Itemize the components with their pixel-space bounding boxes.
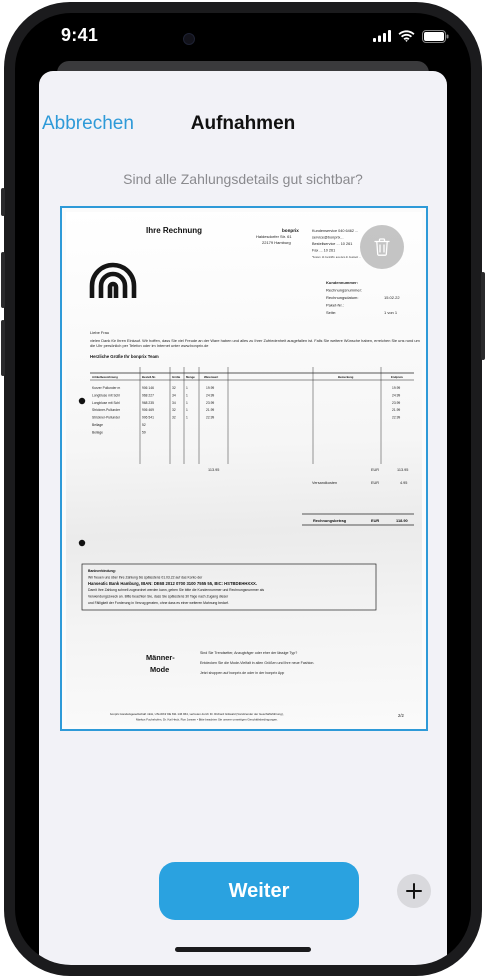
table-cell: 906 146 — [142, 386, 154, 390]
table-cell: 968 227 — [142, 393, 154, 398]
table-cell: 59 — [142, 430, 146, 435]
table-cell: 22.99 — [206, 415, 215, 420]
bank-line: Damit Ihre Zahlung schnell zugeordnet werden kann, geben Sie bitte die Kundennummer und Rechnungsnummer als — [88, 588, 265, 593]
status-bar — [15, 13, 471, 65]
table-cell: 32 — [172, 415, 176, 420]
mute-switch — [1, 188, 5, 216]
table-cell: Kurzer Pullunder m — [92, 386, 121, 390]
invoice-title: Ihre Rechnung — [146, 226, 203, 235]
service-line: service@bonprix... — [312, 235, 344, 240]
phone-frame — [4, 2, 482, 976]
promo-line: Entdecken Sie die Mode-Vielfalt in allen Größen und Ihre neue Fashion. — [200, 661, 315, 665]
table-cell: 23.99 — [206, 400, 215, 405]
info-label: Paket-Nr.: — [326, 302, 344, 308]
table-cell: 968 235 — [142, 400, 154, 405]
sender-name: bonprix — [282, 228, 299, 233]
nav-bar — [39, 107, 447, 141]
screen — [15, 13, 471, 965]
total-value: 113.95 — [397, 468, 409, 472]
scanned-document-frame[interactable] — [60, 206, 428, 731]
currency-1: EUR — [371, 468, 380, 472]
table-cell: 1 — [186, 415, 188, 420]
table-cell: 34 — [172, 400, 176, 405]
table-cell: Longbluse mit Schl — [92, 400, 120, 405]
trash-icon — [374, 238, 390, 256]
promo-text — [200, 651, 314, 675]
bank-line: und Fälligkeit der Forderung in Verzug geraten, ohne dass es einer weiteren Mahnung bedarf. — [88, 601, 229, 605]
status-icons — [373, 28, 449, 44]
invoice-preview — [66, 212, 422, 725]
service-lines — [312, 229, 358, 253]
table-cell: 19.99 — [206, 386, 215, 390]
footer-text — [110, 712, 284, 722]
invoice-info — [326, 280, 400, 315]
table-cell: 22.99 — [392, 415, 401, 420]
service-line: Bestellservice ... 10 261 — [312, 242, 353, 246]
table-cell: 906 541 — [142, 415, 154, 420]
service-line: Fax ... 10 261 — [312, 248, 336, 253]
delete-scan-button[interactable] — [360, 225, 404, 269]
cancel-button[interactable]: Abbrechen — [42, 113, 134, 134]
table-cell: 19.99 — [392, 386, 401, 390]
table-cell: 1 — [186, 386, 188, 390]
signal-icon — [373, 30, 391, 42]
footer-line: bonprix Handelsgesellschaft mbH, USt-IDNr DE 811 146 964, vertreten durch Dr. Richard Gittwald (Vorsitzender der Geschäftsführung), — [110, 712, 284, 716]
table-cell: Strickner-Pullunder — [92, 408, 121, 413]
punch-hole-top — [79, 398, 85, 404]
service-line: Kundenservice 040 6462 ... — [312, 229, 359, 233]
currency-3: EUR — [371, 518, 380, 523]
home-indicator — [175, 947, 311, 952]
table-cell: 52 — [142, 423, 146, 427]
dynamic-island — [143, 21, 343, 57]
continue-button[interactable]: Weiter — [159, 862, 359, 920]
info-label: Kundennummer: — [326, 280, 358, 285]
table-cell: Beilage — [92, 423, 103, 427]
table-cell: 34 — [172, 393, 176, 398]
table-header: Bemerkung — [338, 375, 354, 379]
bank-line: Bankverbindung: — [88, 569, 116, 573]
wifi-icon — [398, 30, 415, 42]
bank-line: Wir freuen uns über Ihre Zahlung bis spätestens 01.03.22 auf das Konto der — [88, 575, 203, 580]
info-label: Rechnungsnummer: — [326, 287, 363, 293]
shipping-label: Versandkosten — [312, 481, 338, 485]
page-number: 2/2 — [398, 713, 404, 718]
bank-line: Verwendungszweck an. Bitte beachten Sie, dass Sie spätestens 30 Tage nach Zugang dieser — [88, 594, 229, 599]
bank-line: Hanseatic Bank Hamburg, IBAN: DE68 2012 0700 3100 7555 55, BIC: HSTBDEHHXXX. — [88, 580, 257, 586]
shipping-value: 4.95 — [400, 481, 408, 485]
promo-title-2: Mode — [150, 665, 170, 674]
side-button — [481, 272, 485, 360]
sign-off: Herzliche Grüße Ihr bonprix Team — [90, 354, 159, 359]
table-cell: 24.99 — [392, 393, 401, 398]
info-label: Seite: — [326, 310, 337, 315]
sender-street: Haldesdorfer Str. 61 — [256, 234, 292, 239]
table-cell: Strickner-Pullunder — [92, 415, 121, 420]
volume-up-button — [1, 252, 5, 308]
page-title: Aufnahmen — [190, 113, 296, 134]
table-cell: 24.99 — [206, 393, 215, 398]
battery-icon — [422, 30, 449, 43]
footer-line: Markus Fuchshofen, Dr. Kai Heck, Ron Jansen • Bitte beachten Sie unsere umseitigen Geschäftsbedingungen. — [136, 717, 278, 722]
info-value: 15.02.22 — [384, 295, 400, 300]
greeting: Liebe Frau — [90, 330, 110, 335]
table-cell: 1 — [186, 393, 188, 398]
table-cell: 32 — [172, 408, 176, 413]
punch-hole-bottom — [79, 540, 85, 546]
currency-2: EUR — [371, 481, 380, 485]
status-time: 9:41 — [61, 25, 99, 45]
camera-dot — [183, 33, 195, 45]
table-cell: 23.99 — [392, 400, 401, 405]
table-cell: 906 469 — [142, 408, 154, 413]
table-header: Größe — [172, 375, 181, 379]
invoice-amount-label: Rechnungsbetrag — [313, 518, 347, 523]
table-cell: 21.99 — [392, 408, 401, 413]
table-cell: 21.99 — [206, 408, 215, 413]
invoice-amount-value: 118.90 — [396, 518, 408, 523]
prompt-text: Sind alle Zahlungsdetails gut sichtbar? — [123, 171, 363, 187]
table-cell: 32 — [172, 386, 176, 390]
rainbow-logo-icon — [92, 265, 134, 298]
table-cell: Longbluse mit Schl — [92, 393, 120, 398]
promo-line: Sind Sie Trendsetter, Anzugträger oder eher der lässige Typ? — [200, 651, 298, 655]
promo-title-1: Männer- — [146, 653, 175, 662]
table-header: Bestell-Nr. — [142, 375, 156, 379]
volume-down-button — [1, 320, 5, 376]
table-header: Warenwert — [204, 375, 219, 379]
bank-details — [88, 569, 264, 605]
service-note: *Kosten: 14 Cent/Min. aus dem dt. Festnetz ... — [312, 256, 361, 259]
subtotal-value: 113.95 — [208, 468, 220, 472]
scanned-document — [66, 212, 422, 725]
letter-body: vielen Dank für Ihren Einkauf. Wir hoffen, dass Sie viel Freude an der Ware haben und alles zu Ihrer Zufriedenheit ausgefallen ist. Falls Sie weitere Wünsche haben, erreichen Sie uns rund um die Uhr persönlich per Telefon oder im Internet unter www.bonprix.de — [90, 338, 420, 349]
table-cell: 1 — [186, 408, 188, 413]
sender-city: 22179 Hamburg — [262, 240, 291, 245]
table-header: Endpreis — [391, 375, 403, 379]
promo-line: Jetzt shoppen auf bonprix.de oder in der bonprix App — [200, 671, 285, 675]
add-scan-button[interactable] — [397, 874, 431, 908]
items-table — [90, 367, 414, 464]
table-header: Menge — [186, 375, 195, 379]
table-header: Artikelbezeichnung — [92, 375, 118, 379]
table-cell: Beilage — [92, 430, 103, 435]
info-label: Rechnungsdatum: — [326, 295, 359, 300]
info-value: 1 von 1 — [384, 310, 398, 315]
scan-review-sheet — [39, 71, 447, 965]
table-cell: 1 — [186, 400, 188, 405]
plus-icon — [406, 883, 422, 899]
